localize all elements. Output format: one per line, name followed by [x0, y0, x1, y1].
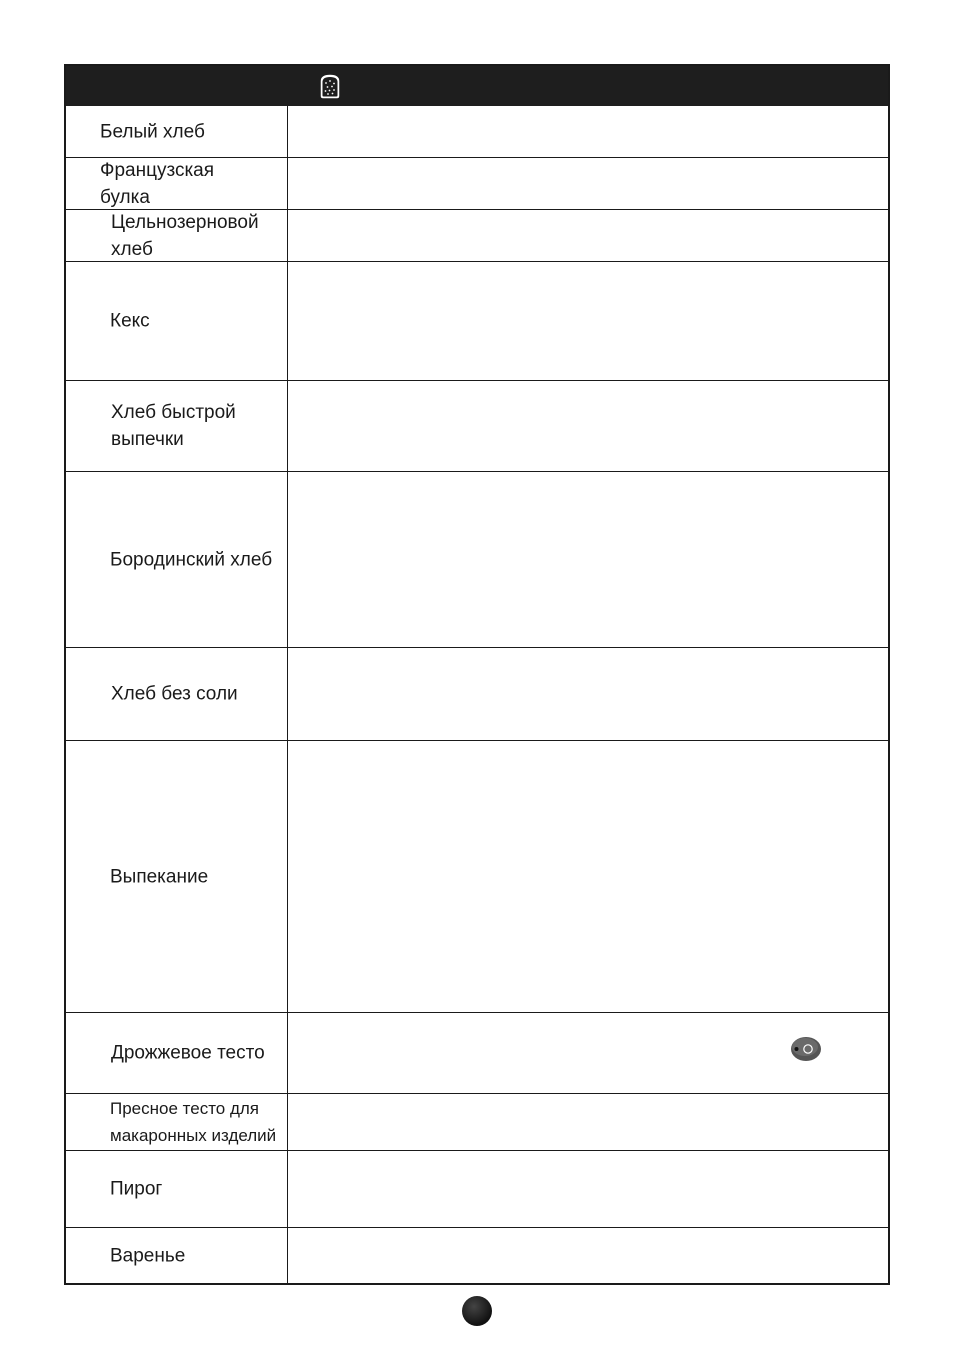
program-label-pasta-dough: Пресное тесто для макаронных изделий [110, 1099, 277, 1145]
table-row [66, 1013, 888, 1094]
program-label-salt-free-bread: Хлеб без соли [111, 683, 238, 705]
program-label-baking: Выпекание [110, 866, 209, 887]
program-description [288, 210, 888, 261]
mode-button-icon [790, 1036, 822, 1062]
program-description [288, 1228, 888, 1283]
table-row [66, 648, 888, 741]
program-label-french-bread: Французская булка [100, 159, 215, 208]
program-description [288, 381, 888, 471]
table-row [66, 262, 888, 381]
program-label-borodinsky-bread: Бородинский хлеб [110, 549, 273, 570]
table-row [66, 472, 888, 648]
program-label-pie: Пирог [110, 1178, 163, 1200]
bread-menu-icon [316, 71, 344, 101]
page-number-marker [462, 1296, 492, 1326]
program-description [288, 262, 888, 380]
program-description [288, 741, 888, 1012]
program-description [288, 1151, 888, 1227]
program-description [288, 648, 888, 740]
program-description [288, 1094, 888, 1150]
column-divider [287, 106, 288, 1283]
program-label-jam: Варенье [110, 1245, 186, 1266]
table-header-bar [66, 66, 888, 106]
program-label-quick-bread: Хлеб быстрой выпечки [111, 402, 236, 450]
table-row [66, 106, 888, 158]
table-row [66, 1228, 888, 1283]
program-label-whole-grain-bread: Цельнозерновой хлеб [111, 211, 259, 260]
program-table [64, 64, 890, 1285]
table-row [66, 158, 888, 210]
program-label-white-bread: Белый хлеб [100, 121, 205, 142]
table-row [66, 210, 888, 262]
table-row [66, 381, 888, 472]
table-row [66, 741, 888, 1013]
program-description [288, 106, 888, 157]
program-description [288, 158, 888, 209]
program-label-cake: Кекс [110, 310, 150, 332]
table-row [66, 1094, 888, 1151]
program-label-yeast-dough: Дрожжевое тесто [111, 1042, 265, 1064]
program-description [288, 472, 888, 647]
table-row [66, 1151, 888, 1228]
